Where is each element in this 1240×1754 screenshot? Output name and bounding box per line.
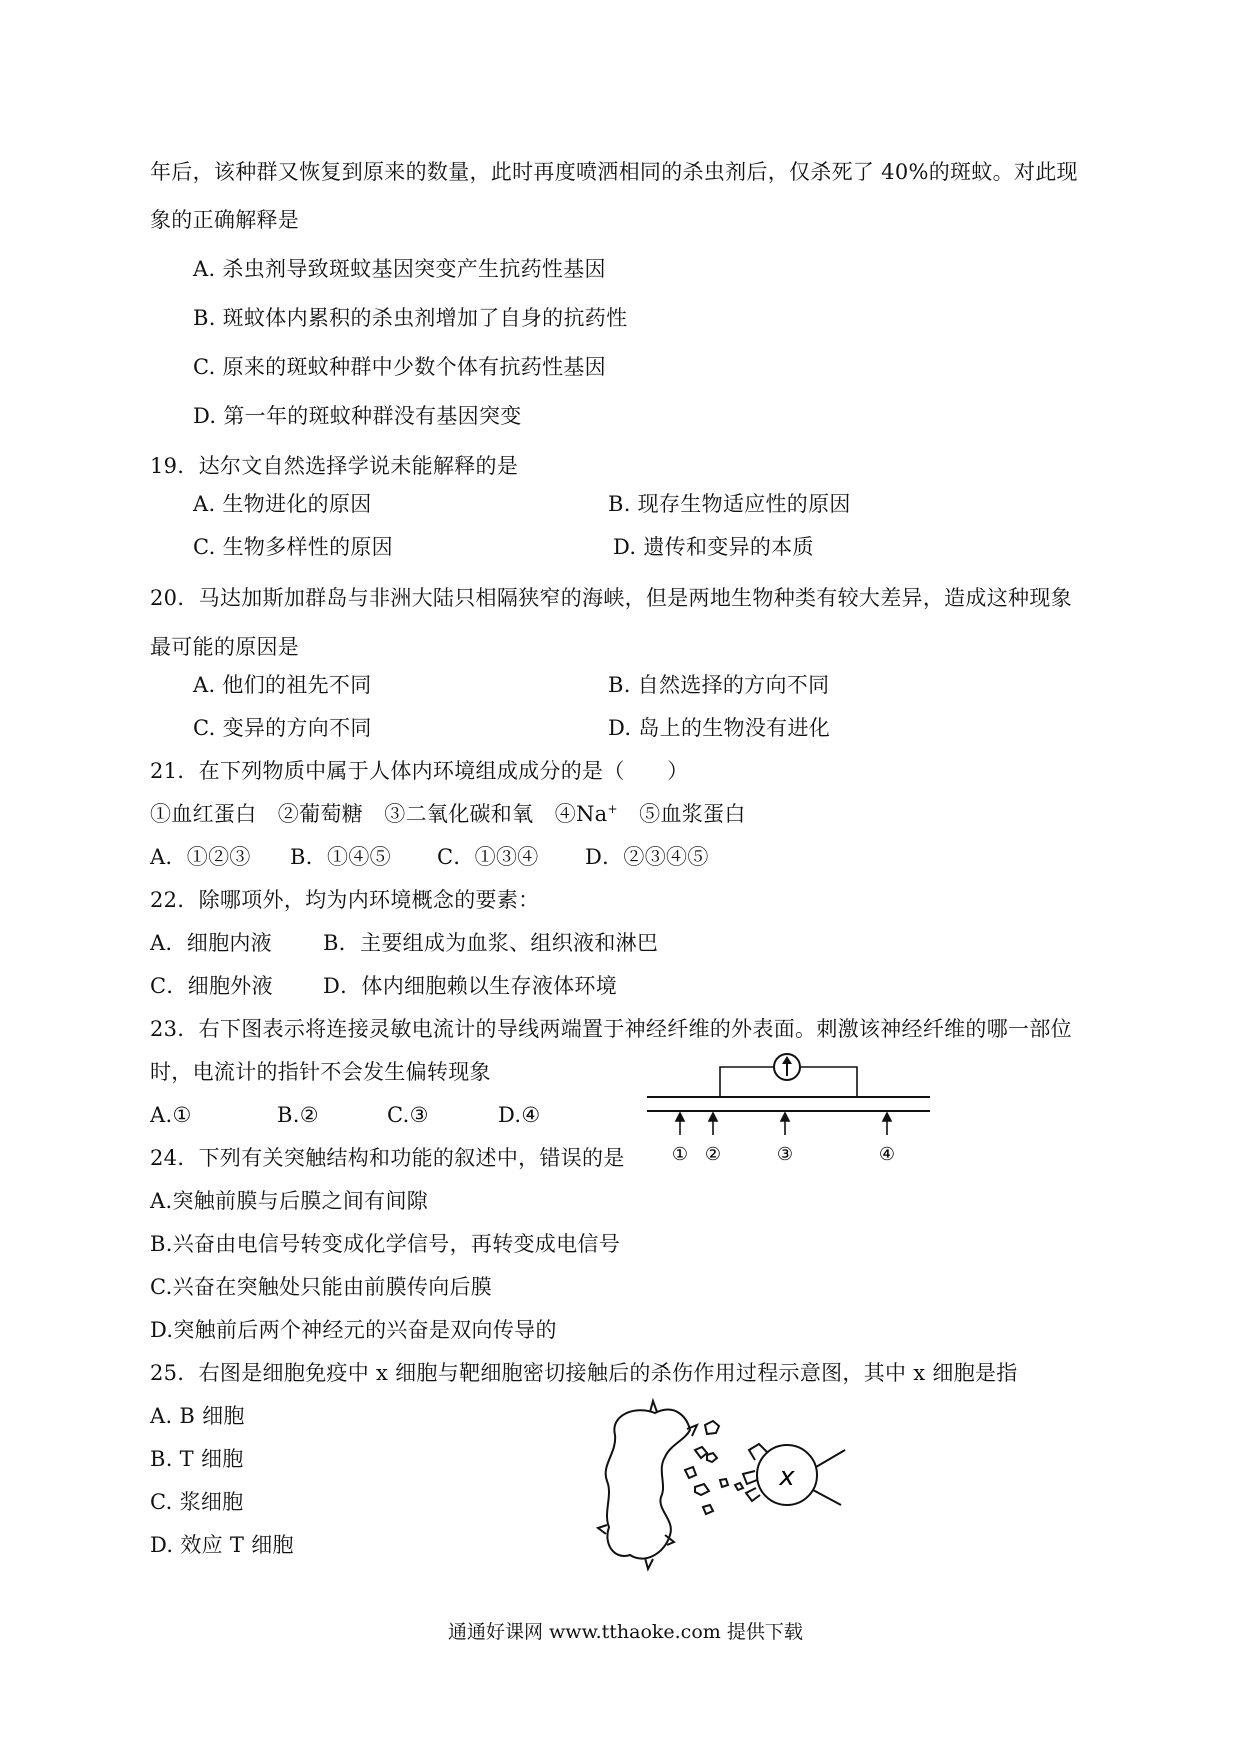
nerve-fiber-galvanometer-figure bbox=[645, 1045, 945, 1175]
q25-option-b: B. T 细胞 bbox=[150, 1447, 244, 1471]
x-cell-contact bbox=[749, 1444, 767, 1460]
page-footer: 通通好课网 www.tthaoke.com 提供下载 bbox=[448, 1621, 803, 1643]
q24-option-d: D.突触前后两个神经元的兴奋是双向传导的 bbox=[150, 1318, 557, 1342]
target-cell-spike bbox=[650, 1401, 657, 1412]
figure-label-2: ② bbox=[704, 1144, 722, 1165]
q18-option-c: C. 原来的斑蚊种群中少数个体有抗药性基因 bbox=[193, 355, 606, 379]
target-cell bbox=[606, 1410, 690, 1559]
q22-stem: 22．除哪项外，均为内环境概念的要素： bbox=[150, 888, 540, 912]
q20-option-c: C. 变异的方向不同 bbox=[193, 716, 372, 740]
q23-stem-line-2: 时，电流计的指针不会发生偏转现象 bbox=[150, 1060, 491, 1084]
q19-option-d: D. 遗传和变异的本质 bbox=[613, 535, 814, 559]
q23-option-c: C.③ bbox=[387, 1103, 429, 1127]
q25-option-a: A. B 细胞 bbox=[150, 1404, 245, 1428]
q21-items-text-end: ⑤血浆蛋白 bbox=[617, 802, 746, 826]
q20-stem-line-2: 最可能的原因是 bbox=[150, 635, 300, 659]
cell-debris bbox=[705, 1421, 719, 1434]
figure-label-4: ④ bbox=[878, 1144, 896, 1165]
q18-option-b: B. 斑蚊体内累积的杀虫剂增加了自身的抗药性 bbox=[193, 306, 628, 330]
galvanometer-pointer bbox=[782, 1056, 792, 1064]
q21-stem: 21．在下列物质中属于人体内环境组成成分的是（ ） bbox=[150, 759, 689, 783]
figure-label-1: ① bbox=[671, 1144, 689, 1165]
q24-option-b: B.兴奋由电信号转变成化学信号，再转变成电信号 bbox=[150, 1232, 621, 1256]
q21-items-text: ①血红蛋白 ②葡萄糖 ③二氧化碳和氧 ④Na bbox=[150, 802, 608, 826]
cell-debris bbox=[703, 1505, 713, 1514]
q18-option-a: A. 杀虫剂导致斑蚊基因突变产生抗药性基因 bbox=[193, 257, 606, 281]
q25-option-c: C. 浆细胞 bbox=[150, 1490, 244, 1514]
q24-option-a: A.突触前膜与后膜之间有间隙 bbox=[150, 1189, 429, 1213]
cell-debris bbox=[735, 1483, 743, 1490]
q24-option-c: C.兴奋在突触处只能由前膜传向后膜 bbox=[150, 1275, 493, 1299]
x-cell-contact bbox=[743, 1471, 757, 1484]
cell-debris bbox=[695, 1447, 707, 1458]
right-electrode-wire bbox=[800, 1067, 857, 1097]
q21-option-b: B．①④⑤ bbox=[290, 845, 391, 869]
q19-option-a: A. 生物进化的原因 bbox=[193, 492, 372, 516]
q19-stem: 19．达尔文自然选择学说未能解释的是 bbox=[150, 454, 519, 478]
q23-stem-line-1: 23．右下图表示将连接灵敏电流计的导线两端置于神经纤维的外表面。刺激该神经纤维的哪一部位 bbox=[150, 1017, 1072, 1041]
q20-stem-line-1: 20．马达加斯加群岛与非洲大陆只相隔狭窄的海峡，但是两地生物种类有较大差异，造成这种现象 bbox=[150, 586, 1072, 610]
x-cell-label: x bbox=[779, 1462, 795, 1492]
x-cell-process bbox=[813, 1490, 841, 1505]
q25-option-d: D. 效应 T 细胞 bbox=[150, 1533, 294, 1557]
q21-option-a: A．①②③ bbox=[150, 845, 251, 869]
q21-items-superscript: + bbox=[607, 802, 618, 816]
cell-debris bbox=[707, 1453, 717, 1462]
q23-option-d: D.④ bbox=[498, 1103, 541, 1127]
q22-option-d: D．体内细胞赖以生存液体环境 bbox=[323, 974, 618, 998]
q21-option-c: C．①③④ bbox=[437, 845, 539, 869]
q20-option-b: B. 自然选择的方向不同 bbox=[608, 673, 830, 697]
target-cell-spike bbox=[598, 1525, 607, 1534]
cell-debris bbox=[685, 1467, 696, 1478]
target-cell-spike bbox=[645, 1558, 653, 1569]
q21-items bbox=[150, 800, 746, 828]
x-cell-process bbox=[816, 1450, 845, 1467]
q18-continuation-line-2: 象的正确解释是 bbox=[150, 208, 300, 232]
q19-option-b: B. 现存生物适应性的原因 bbox=[608, 492, 851, 516]
q23-option-b: B.② bbox=[277, 1103, 319, 1127]
q20-option-a: A. 他们的祖先不同 bbox=[193, 673, 372, 697]
q22-option-a: A．细胞内液 bbox=[150, 931, 272, 955]
left-electrode-wire bbox=[720, 1067, 774, 1097]
q21-option-d: D．②③④⑤ bbox=[585, 845, 709, 869]
q23-option-a: A.① bbox=[150, 1103, 192, 1127]
q20-option-d: D. 岛上的生物没有进化 bbox=[608, 716, 831, 740]
cell-immunity-figure bbox=[595, 1395, 865, 1575]
cell-debris bbox=[720, 1479, 728, 1487]
x-cell-contact bbox=[746, 1488, 760, 1501]
q24-stem: 24．下列有关突触结构和功能的叙述中，错误的是 bbox=[150, 1146, 625, 1170]
q22-option-b: B．主要组成为血浆、组织液和淋巴 bbox=[323, 931, 659, 955]
q18-continuation-line-1: 年后，该种群又恢复到原来的数量，此时再度喷洒相同的杀虫剂后，仅杀死了 40%的斑蚊。对此现 bbox=[150, 160, 1078, 184]
cell-debris bbox=[695, 1484, 709, 1495]
q22-option-c: C．细胞外液 bbox=[150, 974, 273, 998]
figure-label-3: ③ bbox=[776, 1144, 794, 1165]
q18-option-d: D. 第一年的斑蚊种群没有基因突变 bbox=[193, 404, 522, 428]
q25-stem: 25．右图是细胞免疫中 x 细胞与靶细胞密切接触后的杀伤作用过程示意图，其中 x 细胞是指 bbox=[150, 1361, 1018, 1385]
q19-option-c: C. 生物多样性的原因 bbox=[193, 535, 393, 559]
